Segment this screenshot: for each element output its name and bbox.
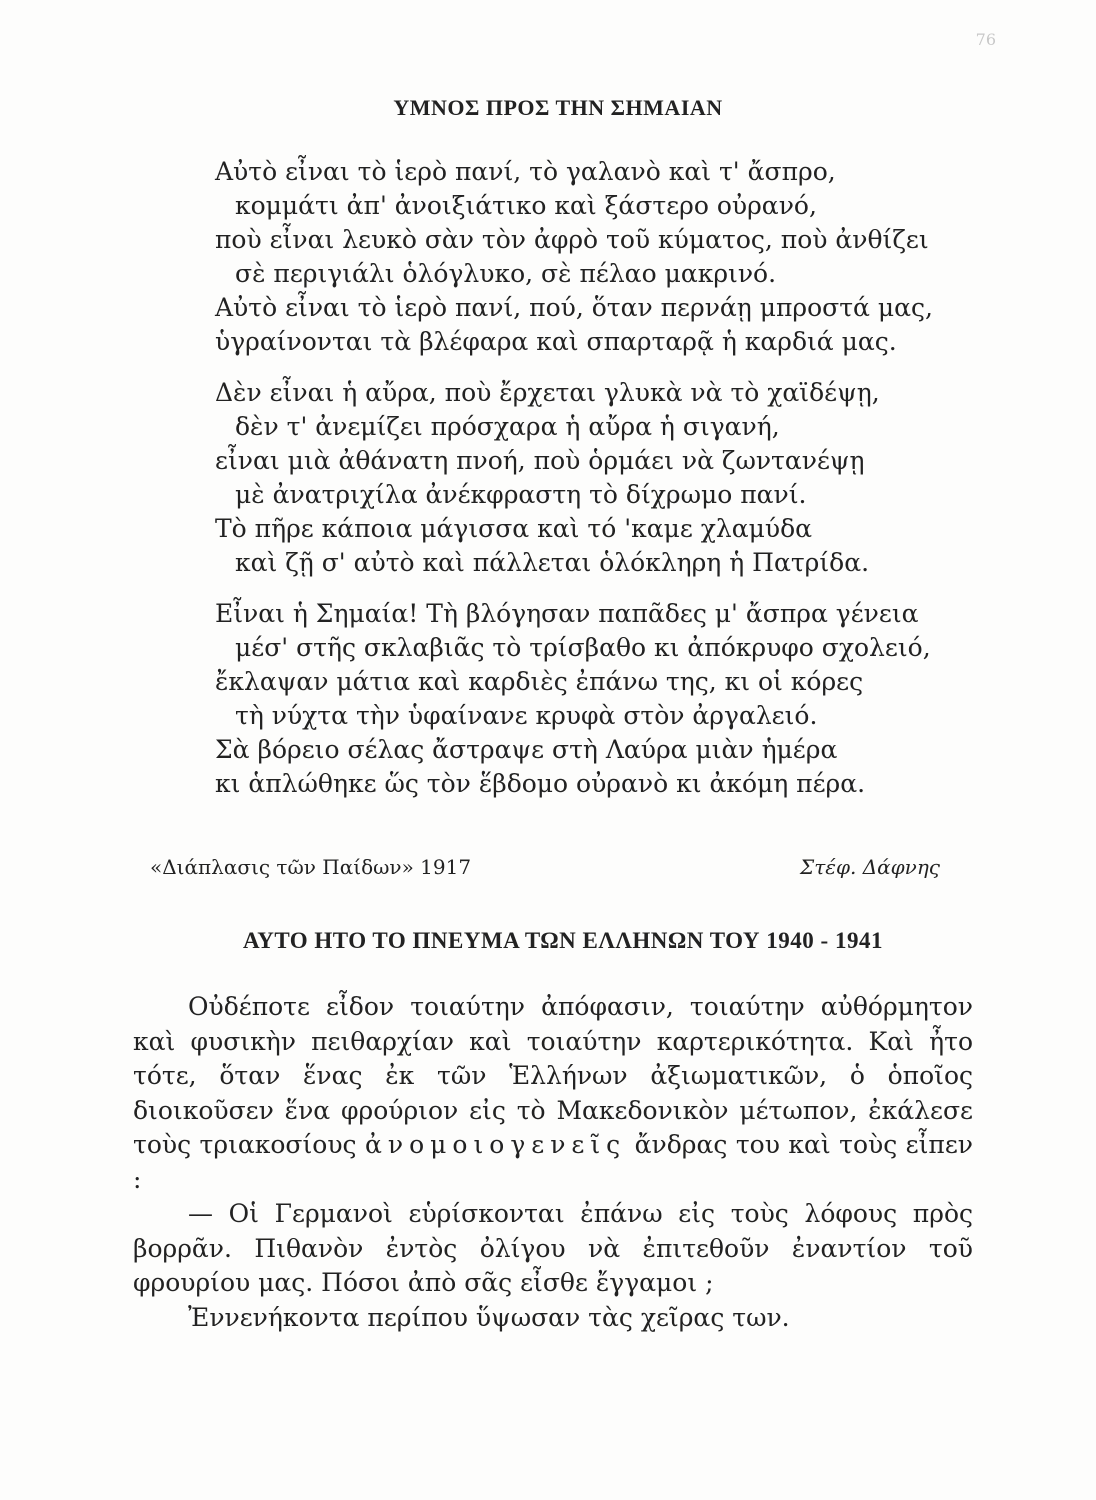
poem-line: κομμάτι ἀπ' ἀνοιξιάτικο καὶ ξάστερο οὐρανό, bbox=[235, 191, 817, 220]
article-body bbox=[133, 990, 973, 1335]
paragraph-1 bbox=[133, 990, 973, 1197]
poem-line: εἶναι μιὰ ἀθάνατη πνοή, ποὺ ὁρμάει νὰ ζωντανέψῃ bbox=[215, 446, 865, 475]
paragraph-2: — Οἱ Γερμανοὶ εὑρίσκονται ἐπάνω εἰς τοὺς λόφους πρὸς βορρᾶν. Πιθανὸν ἐντὸς ὀλίγου νὰ ἐπιτεθοῦν ἐναντίον τοῦ φρουρίου μας. Πόσοι ἀπὸ σᾶς εἶσθε ἔγγαμοι ; bbox=[133, 1199, 973, 1297]
poem-line: μὲ ἀνατριχίλα ἀνέκφραστη τὸ δίχρωμο πανί. bbox=[235, 480, 807, 509]
poem-source: «Διάπλασις τῶν Παίδων» 1917 bbox=[150, 855, 472, 879]
paragraph-text: ἄνδρας του καὶ τοὺς εἶπεν : bbox=[133, 1130, 973, 1194]
stanza-1 bbox=[215, 155, 975, 359]
article-title: ΑΥΤΟ ΗΤΟ ΤΟ ΠΝΕΥΜΑ ΤΩΝ ΕΛΛΗΝΩΝ ΤΟΥ 1940 - 1941 bbox=[243, 928, 883, 953]
poem-title: ΥΜΝΟΣ ΠΡΟΣ ΤΗΝ ΣΗΜΑΙΑΝ bbox=[393, 95, 723, 120]
poem-line: σὲ περιγιάλι ὁλόγλυκο, σὲ πέλαο μακρινό. bbox=[235, 259, 777, 288]
poem-line: μέσ' στῆς σκλαβιᾶς τὸ τρίσβαθο κι ἀπόκρυφο σχολειό, bbox=[235, 633, 931, 662]
paragraph-text: Οὐδέποτε εἶδον τοιαύτην ἀπόφασιν, τοιαύτην αὐθόρμητον καὶ φυσικὴν πειθαρχίαν καὶ τοιαύτην καρτερικότητα. Καὶ ἦτο τότε, ὅταν ἕνας ἐκ τῶν Ἑλλήνων ἀξιωματικῶν, ὁ ὁποῖος διοικοῦσεν ἕνα φρούριον εἰς τὸ Μακεδονικὸν μέτωπον, ἐκάλεσε τοὺς τριακοσίους bbox=[133, 992, 973, 1159]
spaced-word: ἀνομοιογενεῖς bbox=[365, 1130, 627, 1159]
poem-body bbox=[215, 155, 975, 818]
poem-line: Δὲν εἶναι ἡ αὔρα, ποὺ ἔρχεται γλυκὰ νὰ τὸ χαϊδέψῃ, bbox=[215, 378, 880, 407]
stanza-2 bbox=[215, 376, 975, 580]
paragraph-3: Ἐννενήκοντα περίπου ὕψωσαν τὰς χεῖρας των. bbox=[188, 1302, 790, 1332]
poem-line: ὑγραίνονται τὰ βλέφαρα καὶ σπαρταρᾷ ἡ καρδιά μας. bbox=[215, 327, 897, 356]
poem-line: Τὸ πῆρε κάποια μάγισσα καὶ τό 'καμε χλαμύδα bbox=[215, 514, 812, 543]
stanza-3 bbox=[215, 597, 975, 801]
poem-line: Εἶναι ἡ Σημαία! Τὴ βλόγησαν παπᾶδες μ' ἄσπρα γένεια bbox=[215, 599, 919, 628]
poem-line: Αὐτὸ εἶναι τὸ ἱερὸ πανί, πού, ὅταν περνάῃ μπροστά μας, bbox=[215, 293, 933, 322]
page-number: 76 bbox=[975, 30, 996, 49]
poem-line: Αὐτὸ εἶναι τὸ ἱερὸ πανί, τὸ γαλανὸ καὶ τ' ἄσπρο, bbox=[215, 157, 836, 186]
poem-line: δὲν τ' ἀνεμίζει πρόσχαρα ἡ αὔρα ἡ σιγανή, bbox=[235, 412, 780, 441]
poem-line: ποὺ εἶναι λευκὸ σὰν τὸν ἀφρὸ τοῦ κύματος, ποὺ ἀνθίζει bbox=[215, 225, 929, 254]
poem-line: καὶ ζῇ σ' αὐτὸ καὶ πάλλεται ὁλόκληρη ἡ Πατρίδα. bbox=[235, 548, 870, 577]
poem-author: Στέφ. Δάφνης bbox=[800, 855, 940, 879]
poem-line: κι ἁπλώθηκε ὥς τὸν ἕβδομο οὐρανὸ κι ἀκόμη πέρα. bbox=[215, 769, 866, 798]
poem-line: ἔκλαψαν μάτια καὶ καρδιὲς ἐπάνω της, κι οἱ κόρες bbox=[215, 667, 864, 696]
poem-line: Σὰ βόρειο σέλας ἄστραψε στὴ Λαύρα μιὰν ἡμέρα bbox=[215, 735, 838, 764]
poem-line: τὴ νύχτα τὴν ὑφαίνανε κρυφὰ στὸν ἀργαλειό. bbox=[235, 701, 818, 730]
